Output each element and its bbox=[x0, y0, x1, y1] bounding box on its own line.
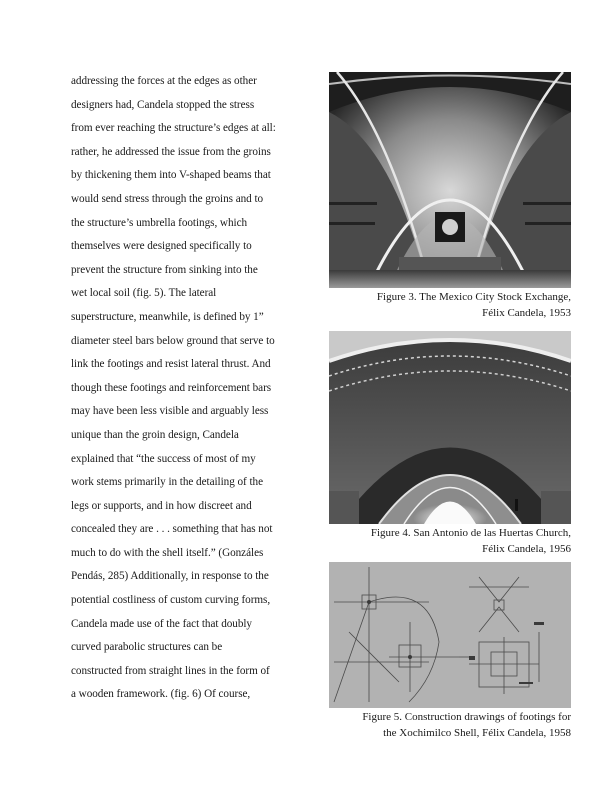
body-text-line: the structure’s umbrella footings, which bbox=[71, 216, 248, 229]
figure-4-caption-line-1: Figure 4. San Antonio de las Huertas Church, bbox=[370, 527, 571, 539]
figure-3 bbox=[329, 72, 571, 321]
body-text-line: a wooden framework. (fig. 6) Of course, bbox=[71, 688, 251, 701]
body-text-line: legs or supports, and in how discreet and bbox=[71, 499, 252, 512]
body-text-line: constructed from straight lines in the form of bbox=[71, 664, 270, 677]
figure-4 bbox=[329, 331, 571, 557]
body-text-line: addressing the forces at the edges as other bbox=[71, 75, 257, 87]
body-text-line: Candela made use of the fact that doubly bbox=[71, 617, 252, 630]
body-text-line: diameter steel bars below ground that serve to bbox=[71, 334, 275, 347]
body-text-line: curved parabolic structures can be bbox=[71, 641, 223, 654]
figure-4-caption-line-2: Félix Candela, 1956 bbox=[482, 542, 571, 555]
figure-5 bbox=[329, 562, 571, 741]
body-text-line: explained that “the success of most of my bbox=[71, 452, 256, 465]
figure-4-caption bbox=[329, 526, 571, 557]
figure-4-photo bbox=[329, 331, 571, 524]
body-text-line: designers had, Candela stopped the stress bbox=[71, 98, 255, 111]
body-text-line: concealed they are . . . something that has not bbox=[71, 523, 273, 536]
body-text-line: though these footings and reinforcement bars bbox=[71, 381, 272, 394]
figure-5-caption bbox=[329, 710, 571, 741]
body-text-line: prevent the structure from sinking into the bbox=[71, 263, 258, 276]
figure-3-caption bbox=[329, 290, 571, 321]
figure-5-caption-line-2: the Xochimilco Shell, Félix Candela, 1958 bbox=[383, 726, 571, 739]
body-text-line: work stems primarily in the detailing of the bbox=[71, 476, 263, 489]
figure-3-caption-line-2: Félix Candela, 1953 bbox=[482, 306, 571, 319]
body-text-line: link the footings and resist lateral thrust. And bbox=[71, 358, 271, 371]
body-text-line: would send stress through the groins and to bbox=[71, 192, 264, 205]
figure-5-drawing bbox=[329, 562, 571, 708]
body-text-line: from ever reaching the structure’s edges at all: bbox=[71, 122, 276, 135]
body-text-line: may have been less visible and arguably less bbox=[71, 405, 269, 418]
body-text-line: rather, he addressed the issue from the groins bbox=[71, 145, 271, 158]
body-text-line: much to do with the shell itself.” (Gonzáles bbox=[71, 546, 264, 559]
body-text-column bbox=[71, 70, 316, 707]
figure-3-caption-line-1: Figure 3. The Mexico City Stock Exchange, bbox=[376, 291, 571, 303]
body-text-line: potential costliness of custom curving forms, bbox=[71, 594, 271, 607]
body-text-line: unique than the groin design, Candela bbox=[71, 428, 239, 441]
body-text-line: Pendás, 285) Additionally, in response to the bbox=[71, 570, 269, 583]
body-text-line: wet local soil (fig. 5). The lateral bbox=[71, 287, 217, 300]
body-text-line: by thickening them into V-shaped beams that bbox=[71, 169, 271, 182]
figure-5-caption-line-1: Figure 5. Construction drawings of footings for bbox=[362, 711, 571, 723]
figure-3-photo bbox=[329, 72, 571, 288]
body-text-line: themselves were designed specifically to bbox=[71, 240, 252, 253]
body-text-line: superstructure, meanwhile, is defined by 1” bbox=[71, 310, 264, 323]
